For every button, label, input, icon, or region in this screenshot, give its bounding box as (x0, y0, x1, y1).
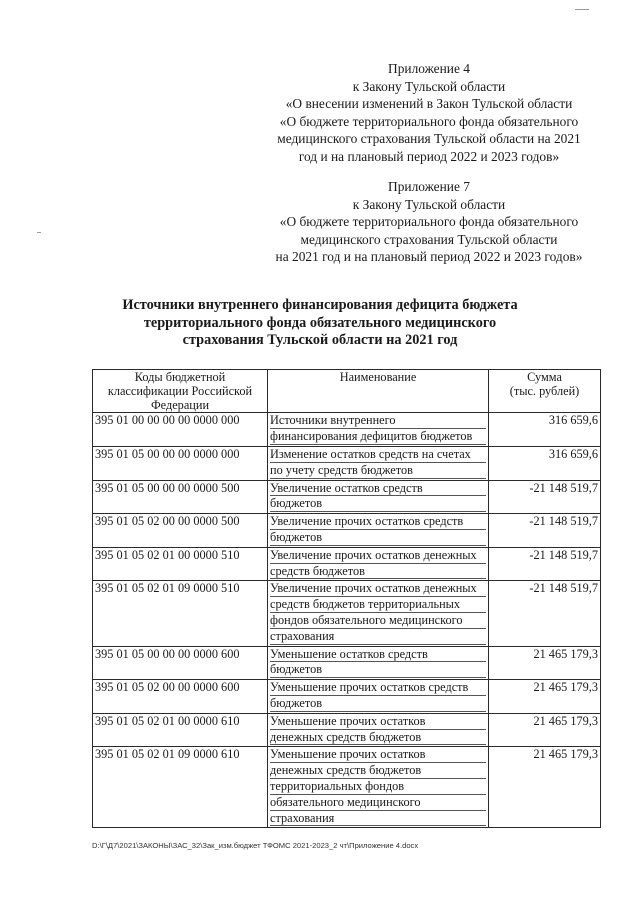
appendix-4-line: Приложение 4 (388, 61, 470, 76)
name-cell (268, 747, 489, 828)
name-cell (268, 680, 489, 714)
appendix-7-header (246, 178, 612, 266)
appendix-4-header (246, 60, 612, 166)
sum-cell: -21 148 519,7 (489, 514, 601, 548)
name-cell-line: Изменение остатков средств на счетах (270, 448, 486, 463)
budget-code-cell: 395 01 05 00 00 00 0000 500 (93, 480, 268, 514)
title-line: страхования Тульской области на 2021 год (182, 332, 458, 349)
name-cell-line: обязательного медицинского (270, 796, 486, 811)
name-cell-line: Источники внутреннего (270, 414, 486, 429)
budget-code-cell: 395 01 05 02 01 00 0000 510 (93, 547, 268, 581)
table-row (93, 413, 601, 447)
name-cell (268, 646, 489, 680)
name-cell-line: финансирования дефицитов бюджетов (270, 430, 486, 445)
budget-code-cell: 395 01 05 00 00 00 0000 000 (93, 446, 268, 480)
table-row (93, 713, 601, 747)
sum-cell: 21 465 179,3 (489, 713, 601, 747)
appendix-7-line: на 2021 год и на плановый период 2022 и 2023 годов» (275, 249, 583, 265)
budget-code-cell: 395 01 05 00 00 00 0000 600 (93, 646, 268, 680)
name-cell-line: средств бюджетов (270, 565, 486, 580)
name-cell-line: бюджетов (270, 531, 486, 546)
name-cell (268, 581, 489, 646)
name-cell-line: страхования (270, 630, 486, 645)
scan-speck (575, 9, 589, 10)
table-row (93, 480, 601, 514)
appendix-4-line: «О бюджете территориального фонда обязательного (279, 113, 579, 129)
scan-speck (37, 232, 41, 233)
sum-cell: -21 148 519,7 (489, 581, 601, 646)
sum-cell: -21 148 519,7 (489, 547, 601, 581)
name-cell-line: Уменьшение прочих остатков (270, 715, 486, 730)
budget-code-cell: 395 01 05 02 01 09 0000 610 (93, 747, 268, 828)
table-row (93, 446, 601, 480)
table-row (93, 581, 601, 646)
name-cell-line: бюджетов (270, 663, 486, 678)
name-cell-line: денежных средств бюджетов (270, 731, 486, 746)
table-row (93, 547, 601, 581)
table-row (93, 646, 601, 680)
file-path-footer: D:\Г\Д7\2021\ЗАКОНЫ\ЗАС_32\Зак_изм.бюджет ТФОМС 2021-2023_2 чт\Приложение 4.docx (92, 841, 419, 850)
header-sum-line: (тыс. рублей) (509, 383, 580, 398)
name-cell (268, 547, 489, 581)
sum-cell: 316 659,6 (489, 446, 601, 480)
appendix-4-line: «О внесении изменений в Закон Тульской области (285, 96, 573, 112)
name-cell (268, 446, 489, 480)
appendix-4-line: год и на плановый период 2022 и 2023 годов» (298, 148, 560, 164)
name-cell (268, 713, 489, 747)
table-body (93, 413, 601, 828)
name-cell-line: Уменьшение прочих остатков средств (270, 681, 486, 696)
sum-cell: -21 148 519,7 (489, 480, 601, 514)
name-cell-line: Уменьшение остатков средств (270, 648, 486, 663)
name-cell-line: бюджетов (270, 697, 486, 712)
title-line: территориального фонда обязательного медицинского (143, 314, 497, 331)
header-sum (489, 370, 601, 413)
header-code-line: классификации Российской (107, 383, 253, 398)
budget-code-cell: 395 01 05 02 00 00 0000 500 (93, 514, 268, 548)
budget-code-cell: 395 01 00 00 00 00 0000 000 (93, 413, 268, 447)
table-row (93, 680, 601, 714)
appendix-4-line: к Закону Тульской области (352, 78, 506, 94)
table-row (93, 747, 601, 828)
budget-code-cell: 395 01 05 02 01 09 0000 510 (93, 581, 268, 646)
appendix-4-line: медицинского страхования Тульской области на 2021 (277, 131, 581, 147)
name-cell-line: Увеличение прочих остатков средств (270, 515, 486, 530)
sum-cell: 21 465 179,3 (489, 646, 601, 680)
header-sum-line: Сумма (527, 370, 562, 384)
name-cell-line: Увеличение остатков средств (270, 482, 486, 497)
header-budget-codes (93, 370, 268, 413)
name-cell (268, 514, 489, 548)
name-cell-line: Увеличение прочих остатков денежных (270, 549, 486, 564)
header-code-line: Федерации (150, 397, 210, 412)
budget-code-cell: 395 01 05 02 00 00 0000 600 (93, 680, 268, 714)
header-name: Наименование (268, 370, 489, 413)
header-code-line: Коды бюджетной (134, 370, 226, 384)
name-cell-line: территориальных фондов (270, 780, 486, 795)
document-title (95, 297, 545, 350)
name-cell-line: бюджетов (270, 497, 486, 512)
name-cell-line: денежных средств бюджетов (270, 764, 486, 779)
appendix-7-line: «О бюджете территориального фонда обязательного (279, 214, 579, 230)
name-cell-line: страхования (270, 812, 486, 827)
appendix-7-line: медицинского страхования Тульской области (300, 231, 558, 247)
table-row (93, 514, 601, 548)
name-cell-line: Уменьшение прочих остатков (270, 748, 486, 763)
name-cell-line: средств бюджетов территориальных (270, 598, 486, 613)
name-cell-line: Увеличение прочих остатков денежных (270, 582, 486, 597)
table-header-row (93, 370, 601, 413)
title-line: Источники внутреннего финансирования дефицита бюджета (122, 297, 518, 313)
name-cell (268, 413, 489, 447)
budget-code-cell: 395 01 05 02 01 00 0000 610 (93, 713, 268, 747)
name-cell-line: фондов обязательного медицинского (270, 614, 486, 629)
appendix-7-line: к Закону Тульской области (352, 196, 506, 212)
sum-cell: 21 465 179,3 (489, 680, 601, 714)
financing-sources-table (92, 369, 601, 828)
name-cell (268, 480, 489, 514)
name-cell-line: по учету средств бюджетов (270, 464, 486, 479)
sum-cell: 21 465 179,3 (489, 747, 601, 828)
appendix-7-line: Приложение 7 (388, 179, 470, 194)
sum-cell: 316 659,6 (489, 413, 601, 447)
